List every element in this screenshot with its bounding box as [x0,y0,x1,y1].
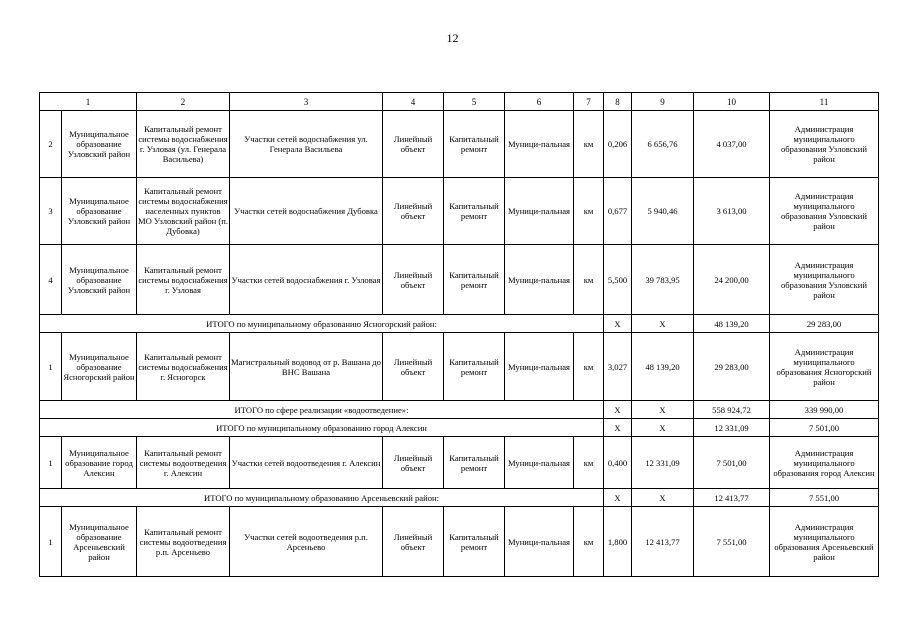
unit-cell: Х [604,489,632,507]
ownership-cell: Муници-пальная [505,333,574,401]
administration-cell: Администрация муниципального образования город Алексин [770,437,879,489]
unit-cell: км [574,437,604,489]
municipality-cell: Муниципальное образование город Алексин [62,437,137,489]
unit-cell: км [574,507,604,577]
municipality-cell: Муниципальное образование Узловский район [62,245,137,315]
repair-type-cell: Капитальный ремонт [444,333,505,401]
administration-cell: Администрация муниципального образования Узловский район [770,245,879,315]
object-cell: Магистральный водовод от р. Вашана до ВНС Вашана [230,333,383,401]
repair-type-cell: Капитальный ремонт [444,437,505,489]
cost-cell: 558 924,72 [694,401,770,419]
cost-cell: 48 139,20 [694,315,770,333]
administration-cell: Администрация муниципального образования Арсеньевский район [770,507,879,577]
object-kind-cell: Линейный объект [383,333,444,401]
cost-cell: 12 331,09 [694,419,770,437]
object-kind-cell: Линейный объект [383,111,444,178]
repair-type-cell: Капитальный ремонт [444,178,505,245]
work-name-cell: Капитальный ремонт системы водоснабжения г. Узловая (ул. Генерала Васильева) [137,111,230,178]
budget-cell: 7 551,00 [770,489,879,507]
length-cell: 0,400 [604,437,632,489]
total-row [40,401,879,419]
row-number: 2 [40,111,62,178]
municipality-cell: Муниципальное образование Ясногорский район [62,333,137,401]
work-name-cell: Капитальный ремонт системы водоснабжения г. Ясногорск [137,333,230,401]
budget-cell: 7 501,00 [770,419,879,437]
total-label: ИТОГО по сфере реализации «водоотведение»: [40,401,604,419]
unit-cell: км [574,178,604,245]
header-cell: 7 [574,93,604,111]
municipality-cell: Муниципальное образование Арсеньевский район [62,507,137,577]
budget-cell: 339 990,00 [770,401,879,419]
table-row [40,437,879,489]
length-cell: Х [632,315,694,333]
length-cell: 3,027 [604,333,632,401]
table-row [40,507,879,577]
row-number: 3 [40,178,62,245]
total-row [40,419,879,437]
length-cell: 5,500 [604,245,632,315]
object-cell: Участки сетей водоснабжения г. Узловая [230,245,383,315]
ownership-cell: Муници-пальная [505,245,574,315]
row-number: 1 [40,437,62,489]
length-cell: 1,800 [604,507,632,577]
table-row [40,333,879,401]
budget-cell: 7 551,00 [694,507,770,577]
row-number: 1 [40,507,62,577]
object-cell: Участки сетей водоотведения р.п. Арсеньево [230,507,383,577]
capital-repair-table [39,92,879,577]
total-row [40,489,879,507]
table-row [40,111,879,178]
unit-cell: км [574,111,604,178]
header-cell: 9 [632,93,694,111]
administration-cell: Администрация муниципального образования Узловский район [770,178,879,245]
cost-cell: 12 413,77 [694,489,770,507]
work-name-cell: Капитальный ремонт системы водоотведения р.п. Арсеньево [137,507,230,577]
budget-cell: 29 283,00 [770,315,879,333]
length-cell: 0,206 [604,111,632,178]
unit-cell: км [574,333,604,401]
page-number: 12 [446,31,459,45]
budget-cell: 4 037,00 [694,111,770,178]
object-kind-cell: Линейный объект [383,437,444,489]
length-cell: Х [632,401,694,419]
length-cell: Х [632,419,694,437]
municipality-cell: Муниципальное образование Узловский район [62,178,137,245]
total-row [40,315,879,333]
municipality-cell: Муниципальное образование Узловский район [62,111,137,178]
header-cell: 4 [383,93,444,111]
repair-type-cell: Капитальный ремонт [444,507,505,577]
cost-cell: 5 940,46 [632,178,694,245]
work-name-cell: Капитальный ремонт системы водоотведения г. Алексин [137,437,230,489]
length-cell: 0,677 [604,178,632,245]
object-cell: Участки сетей водоснабжения Дубовка [230,178,383,245]
budget-cell: 24 200,00 [694,245,770,315]
budget-cell: 7 501,00 [694,437,770,489]
repair-type-cell: Капитальный ремонт [444,245,505,315]
header-cell: 8 [604,93,632,111]
total-label: ИТОГО по муниципальному образованию город Алексин [40,419,604,437]
ownership-cell: Муници-пальная [505,437,574,489]
repair-type-cell: Капитальный ремонт [444,111,505,178]
cost-cell: 12 413,77 [632,507,694,577]
unit-cell: Х [604,401,632,419]
cost-cell: 6 656,76 [632,111,694,178]
ownership-cell: Муници-пальная [505,111,574,178]
administration-cell: Администрация муниципального образования Ясногорский район [770,333,879,401]
header-cell: 5 [444,93,505,111]
length-cell: Х [632,489,694,507]
object-kind-cell: Линейный объект [383,245,444,315]
budget-cell: 3 613,00 [694,178,770,245]
row-number: 1 [40,333,62,401]
total-label: ИТОГО по муниципальному образованию Ясногорский район: [40,315,604,333]
work-name-cell: Капитальный ремонт системы водоснабжения г. Узловая [137,245,230,315]
object-cell: Участки сетей водоснабжения ул. Генерала Васильева [230,111,383,178]
header-cell: 2 [137,93,230,111]
work-name-cell: Капитальный ремонт системы водоснабжения населенных пунктов МО Узловский район (п. Дубовка) [137,178,230,245]
unit-cell: Х [604,315,632,333]
cost-cell: 48 139,20 [632,333,694,401]
header-cell: 10 [694,93,770,111]
header-row [40,93,879,111]
object-kind-cell: Линейный объект [383,507,444,577]
header-cell: 3 [230,93,383,111]
object-cell: Участки сетей водоотведения г. Алексин [230,437,383,489]
header-cell: 1 [40,93,137,111]
total-label: ИТОГО по муниципальному образованию Арсеньевский район: [40,489,604,507]
header-cell: 6 [505,93,574,111]
cost-cell: 12 331,09 [632,437,694,489]
ownership-cell: Муници-пальная [505,178,574,245]
row-number: 4 [40,245,62,315]
table-row [40,178,879,245]
cost-cell: 39 783,95 [632,245,694,315]
header-cell: 11 [770,93,879,111]
unit-cell: Х [604,419,632,437]
table-row [40,245,879,315]
unit-cell: км [574,245,604,315]
administration-cell: Администрация муниципального образования Узловский район [770,111,879,178]
object-kind-cell: Линейный объект [383,178,444,245]
ownership-cell: Муници-пальная [505,507,574,577]
budget-cell: 29 283,00 [694,333,770,401]
